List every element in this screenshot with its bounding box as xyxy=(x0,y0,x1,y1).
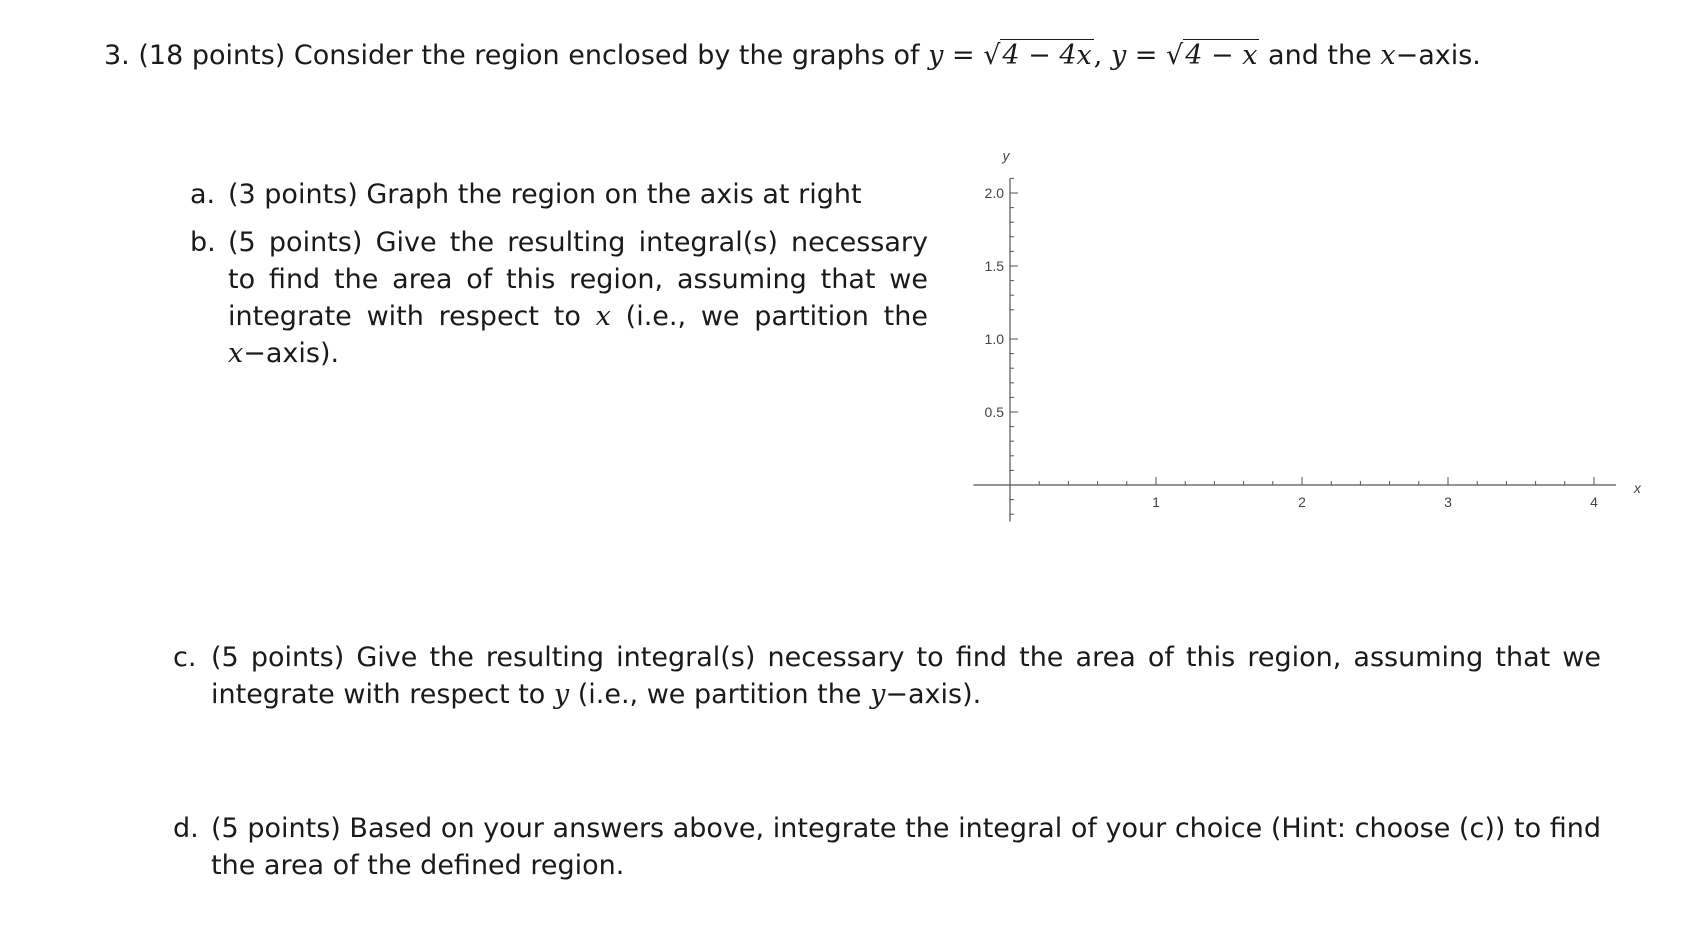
part-a-text: (3 points) Graph the region on the axis at right xyxy=(228,179,862,210)
problem-text: Consider the region enclosed by the graphs of xyxy=(293,40,920,71)
part-c-text-2: (i.e., we partition the xyxy=(577,679,862,710)
part-b-var2: x xyxy=(228,338,244,369)
problem-statement xyxy=(104,40,1481,71)
equation-2-sqrt: √4 − x xyxy=(1166,40,1258,71)
blank-axes-graph xyxy=(960,120,1660,540)
equation-2-radicand: 4 − x xyxy=(1185,40,1258,71)
y-tick-label: 1.0 xyxy=(984,331,1004,347)
problem-text-axis: −axis. xyxy=(1395,40,1481,71)
x-tick-label: 3 xyxy=(1444,494,1452,510)
problem-points: (18 points) xyxy=(138,40,286,71)
part-c-body xyxy=(211,639,1601,713)
part-b-text-1: (5 points) Give the resulting integral(s) necessary to find the area of this region, assuming that we integrate with respect to xyxy=(228,227,928,332)
equation-1-radicand: 4 − 4x xyxy=(1002,40,1092,71)
part-c-text-1: (5 points) Give the resulting integral(s) necessary to find the area of this region, assuming that we integrate with respect to xyxy=(211,642,1601,710)
equation-1-sqrt: √4 − 4x xyxy=(983,40,1092,71)
x-tick-label: 1 xyxy=(1152,494,1160,510)
equation-2-lhs: y = xyxy=(1110,40,1158,71)
part-b-label: b. xyxy=(190,227,216,258)
part-b-text-2: (i.e., we partition the xyxy=(625,301,928,332)
x-tick-label: 4 xyxy=(1590,494,1598,510)
equation-1-lhs: y = xyxy=(928,40,975,71)
axis-var: x xyxy=(1380,40,1396,71)
x-tick-label: 2 xyxy=(1298,494,1306,510)
part-b-var: x xyxy=(595,301,611,332)
part-a xyxy=(190,176,950,216)
part-a-label: a. xyxy=(190,179,216,210)
y-tick-label: 1.5 xyxy=(984,258,1004,274)
part-d-label: d. xyxy=(173,813,199,844)
part-b xyxy=(190,224,950,369)
part-d xyxy=(173,810,1603,890)
part-c-var2: y xyxy=(870,679,886,710)
part-d-text: (5 points) Based on your answers above, integrate the integral of your choice (Hint: choose (c)) to find the area of the defined region. xyxy=(211,813,1601,881)
part-c-text-3: −axis). xyxy=(885,679,982,710)
part-b-body xyxy=(228,224,928,372)
problem-number: 3. xyxy=(104,40,130,71)
y-tick-label: 0.5 xyxy=(984,404,1004,420)
y-tick-label: 2.0 xyxy=(984,185,1004,201)
part-c-var: y xyxy=(553,679,570,710)
problem-text-and: and the xyxy=(1268,40,1372,71)
part-b-text-3: −axis). xyxy=(243,338,340,369)
part-c xyxy=(173,639,1603,719)
y-axis-label: y xyxy=(1002,147,1010,164)
x-axis-label: x xyxy=(1633,480,1641,496)
equation-separator: , xyxy=(1093,40,1103,71)
part-c-label: c. xyxy=(173,642,197,673)
